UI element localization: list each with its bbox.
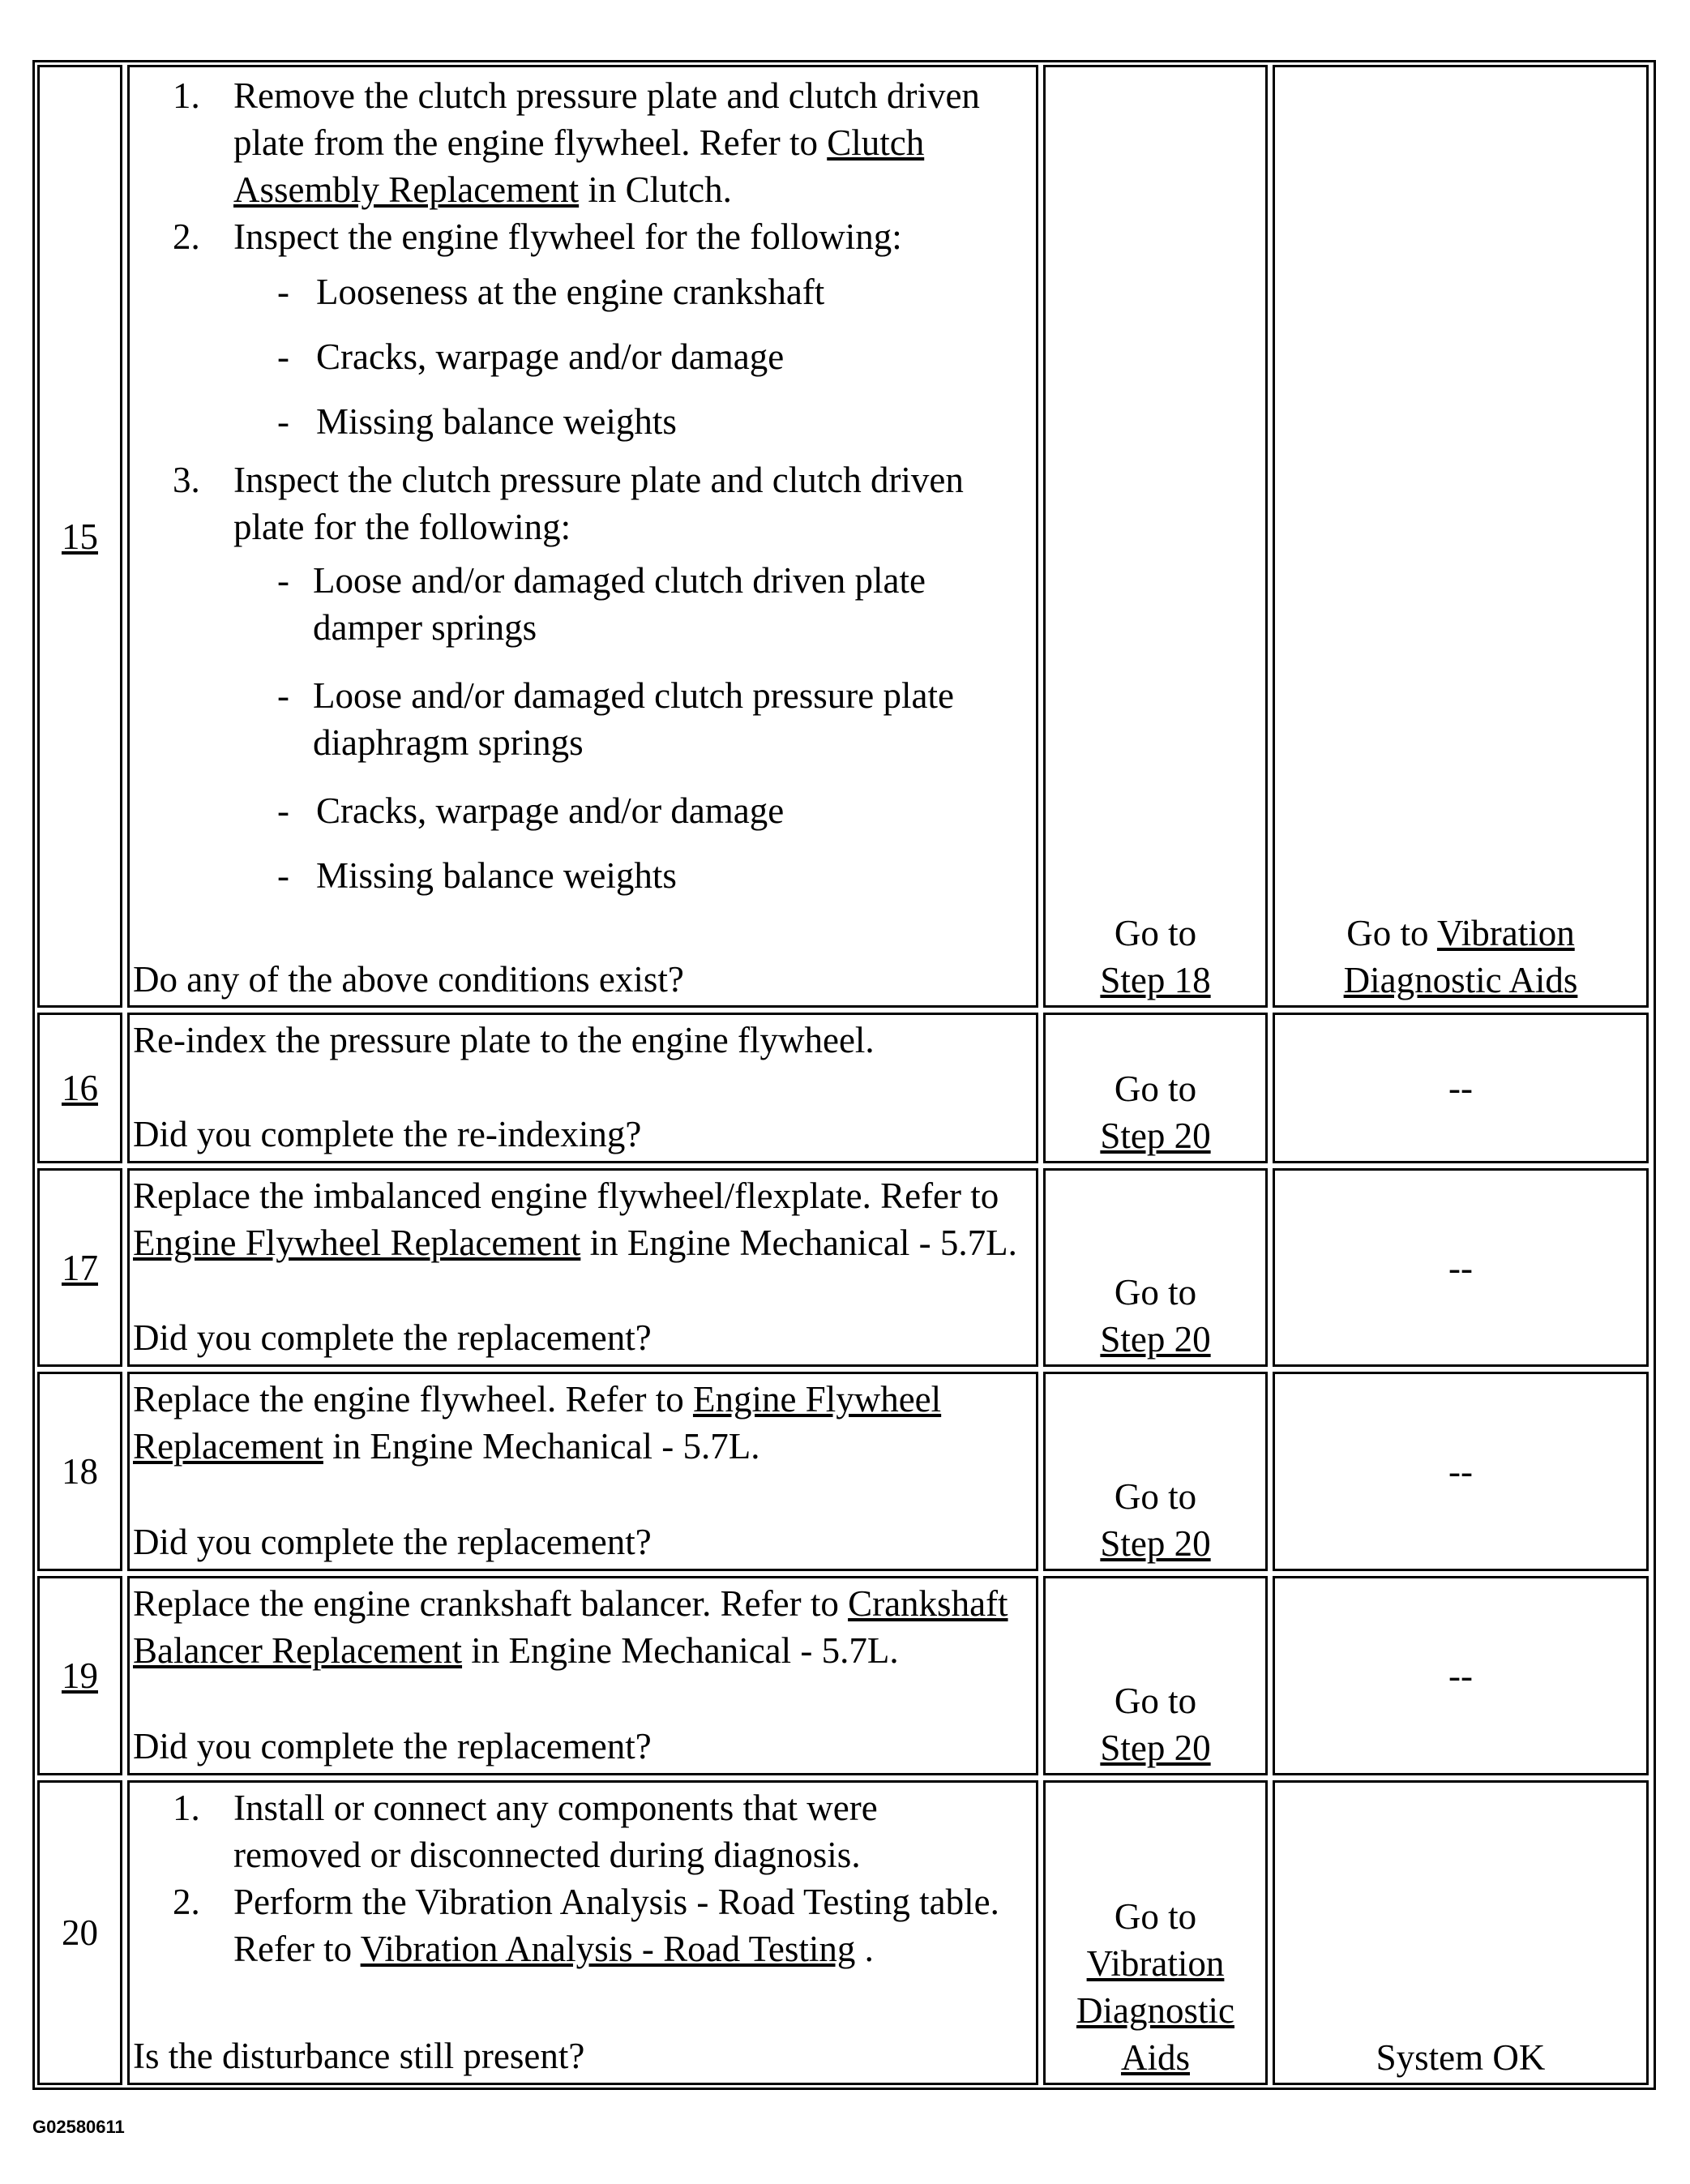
link-clutch-assembly-replacement[interactable]: Clutch [827, 122, 925, 163]
item-number: 3. [173, 460, 200, 500]
step-number-18: 18 [62, 1451, 98, 1492]
question: Did you complete the re-indexing? [133, 1114, 642, 1154]
yes-cell-18 [1043, 1372, 1268, 1571]
step-link-15[interactable]: 15 [62, 516, 98, 557]
link-engine-flywheel-replacement[interactable]: Engine Flywheel Replacement [133, 1223, 581, 1263]
no-value: -- [1448, 1068, 1473, 1108]
link-crankshaft-balancer-replacement[interactable]: Crankshaft [848, 1583, 1008, 1624]
no-cell-17 [1273, 1168, 1649, 1367]
link-step-20[interactable]: Step 20 [1100, 1523, 1211, 1564]
link-step-20[interactable]: Step 20 [1100, 1116, 1211, 1156]
bullet-dash: - [277, 560, 289, 601]
yes-cell-15 [1043, 65, 1268, 1008]
no-cell-18 [1273, 1372, 1649, 1571]
no-cell-19 [1273, 1576, 1649, 1775]
no-cell-20 [1273, 1780, 1649, 2085]
action-cell-17 [127, 1168, 1038, 1367]
step-number-20: 20 [62, 1912, 98, 1953]
link-step-20[interactable]: Step 20 [1100, 1728, 1211, 1768]
yes-prefix: Go to [1114, 1272, 1197, 1313]
item-text: plate from the engine flywheel. Refer to Clutch [233, 122, 925, 163]
yes-cell-19 [1043, 1576, 1268, 1775]
bullet-dash: - [277, 855, 289, 896]
link-vibration-diagnostic-aids-end[interactable]: Aids [1120, 2037, 1190, 2078]
bullet-dash: - [277, 401, 289, 442]
bullet-text: Missing balance weights [316, 855, 677, 896]
link-crankshaft-balancer-replacement-cont[interactable]: Balancer Replacement [133, 1630, 463, 1671]
bullet-text: Loose and/or damaged clutch pressure plate [313, 675, 954, 716]
no-prefix: Go to Vibration [1346, 913, 1575, 953]
item-text: Inspect the clutch pressure plate and clutch driven [233, 460, 964, 500]
yes-prefix: Go to [1114, 1896, 1197, 1937]
step-link-17[interactable]: 17 [62, 1247, 98, 1288]
bullet-text: Looseness at the engine crankshaft [316, 272, 825, 312]
item-text: Install or connect any components that were [233, 1788, 878, 1828]
question: Is the disturbance still present? [133, 2036, 585, 2076]
step-cell-17 [37, 1168, 122, 1367]
item-text: removed or disconnected during diagnosis. [233, 1835, 861, 1875]
step-cell-20 [37, 1780, 122, 2085]
action-cell-20 [127, 1780, 1038, 2085]
bullet-dash: - [277, 790, 289, 831]
action-text: Replacement in Engine Mechanical - 5.7L. [133, 1426, 760, 1467]
item-number: 2. [173, 1882, 200, 1922]
step-link-16[interactable]: 16 [62, 1068, 98, 1108]
item-text: Assembly Replacement in Clutch. [233, 169, 732, 210]
no-value: System OK [1376, 2037, 1546, 2078]
no-cell-15 [1273, 65, 1649, 1008]
action-cell-19 [127, 1576, 1038, 1775]
step-cell-18 [37, 1372, 122, 1571]
action-text: Replace the imbalanced engine flywheel/flexplate. Refer to [133, 1176, 999, 1216]
bullet-text: damper springs [313, 607, 537, 648]
yes-cell-16 [1043, 1013, 1268, 1163]
yes-cell-17 [1043, 1168, 1268, 1367]
action-cell-16 [127, 1013, 1038, 1163]
no-value: -- [1448, 1247, 1473, 1288]
action-cell-18 [127, 1372, 1038, 1571]
no-value: -- [1448, 1655, 1473, 1696]
item-number: 1. [173, 75, 200, 116]
step-cell-15 [37, 65, 122, 1008]
action-text: Replace the engine crankshaft balancer. Refer to Crankshaft [133, 1583, 1008, 1624]
bullet-text: Cracks, warpage and/or damage [316, 336, 785, 377]
link-clutch-assembly-replacement-cont[interactable]: Assembly Replacement [233, 169, 580, 210]
link-step-20[interactable]: Step 20 [1100, 1319, 1211, 1360]
action-text: Replace the engine flywheel. Refer to Engine Flywheel [133, 1379, 942, 1420]
item-text: Refer to Vibration Analysis - Road Testing . [233, 1929, 874, 1969]
bullet-dash: - [277, 272, 289, 312]
item-text: Remove the clutch pressure plate and clutch driven [233, 75, 980, 116]
action-text: Balancer Replacement in Engine Mechanical - 5.7L. [133, 1630, 899, 1671]
step-cell-19 [37, 1576, 122, 1775]
step-cell-16 [37, 1013, 122, 1163]
question: Did you complete the replacement? [133, 1522, 652, 1562]
bullet-text: diaphragm springs [313, 722, 584, 763]
action-text: Engine Flywheel Replacement in Engine Mechanical - 5.7L. [133, 1223, 1017, 1263]
link-engine-flywheel-replacement[interactable]: Engine Flywheel [692, 1379, 942, 1420]
link-vibration-analysis-road-testing[interactable]: Vibration Analysis - Road Testing [360, 1929, 856, 1969]
item-text: Perform the Vibration Analysis - Road Testing table. [233, 1882, 999, 1922]
yes-prefix: Go to [1114, 1476, 1197, 1517]
link-vibration-diagnostic-aids[interactable]: Vibration [1436, 913, 1575, 953]
bullet-text: Loose and/or damaged clutch driven plate [313, 560, 926, 601]
action-cell-15 [127, 65, 1038, 1008]
no-cell-16 [1273, 1013, 1649, 1163]
yes-prefix: Go to [1114, 913, 1197, 953]
link-vibration-diagnostic-aids-cont[interactable]: Diagnostic [1076, 1990, 1234, 2031]
action-text: Re-index the pressure plate to the engine flywheel. [133, 1020, 875, 1060]
no-value: -- [1448, 1451, 1473, 1492]
question: Did you complete the replacement? [133, 1317, 652, 1358]
question: Do any of the above conditions exist? [133, 959, 684, 1000]
step-link-19[interactable]: 19 [62, 1655, 98, 1696]
link-vibration-diagnostic-aids[interactable]: Vibration [1086, 1943, 1225, 1984]
item-number: 2. [173, 216, 200, 257]
figure-id: G02580611 [32, 2117, 125, 2137]
bullet-dash: - [277, 675, 289, 716]
yes-prefix: Go to [1114, 1068, 1197, 1109]
link-vibration-diagnostic-aids-cont[interactable]: Diagnostic Aids [1343, 960, 1578, 1000]
bullet-text: Missing balance weights [316, 401, 677, 442]
link-step-18[interactable]: Step 18 [1100, 960, 1211, 1000]
item-number: 1. [173, 1788, 200, 1828]
link-engine-flywheel-replacement-cont[interactable]: Replacement [133, 1426, 323, 1467]
yes-cell-20 [1043, 1780, 1268, 2085]
bullet-dash: - [277, 336, 289, 377]
item-text: Inspect the engine flywheel for the following: [233, 216, 902, 257]
item-text: plate for the following: [233, 507, 571, 547]
yes-prefix: Go to [1114, 1681, 1197, 1721]
question: Did you complete the replacement? [133, 1726, 652, 1766]
bullet-text: Cracks, warpage and/or damage [316, 790, 785, 831]
